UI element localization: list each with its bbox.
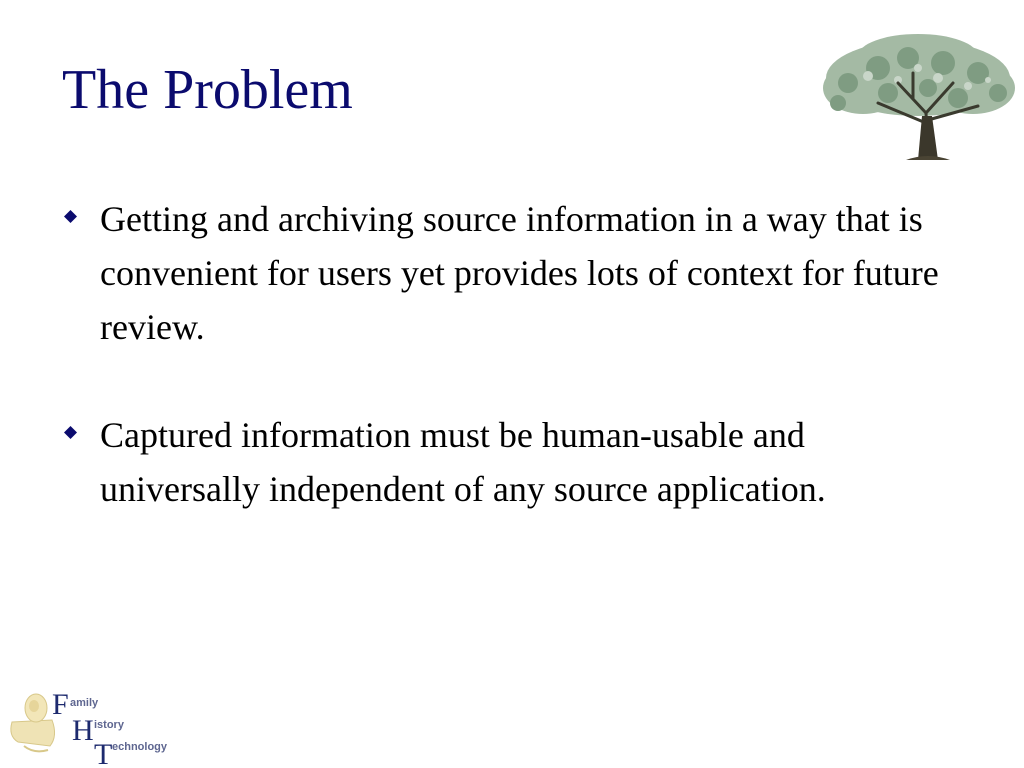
family-history-technology-logo	[4, 684, 214, 766]
logo-word-istory: istory	[94, 719, 124, 731]
bullet-list	[62, 192, 942, 570]
logo-letter-h: H	[72, 714, 94, 747]
diamond-bullet-icon	[64, 426, 77, 439]
bullet-item	[62, 408, 942, 516]
logo-word-amily: amily	[70, 697, 99, 709]
tree-image	[818, 28, 1018, 160]
bullet-item	[62, 192, 942, 354]
slide-title: The Problem	[62, 59, 353, 121]
logo-word-echnology: echnology	[112, 741, 168, 753]
logo-letter-f: F	[52, 688, 69, 721]
bullet-text: Getting and archiving source information in a way that is convenient for users yet provides lots of context for future review.	[100, 199, 939, 347]
logo-letter-t: T	[94, 738, 113, 766]
diamond-bullet-icon	[64, 210, 77, 223]
bullet-text: Captured information must be human-usable and universally independent of any source application.	[100, 415, 826, 509]
scroll-icon	[11, 694, 55, 751]
